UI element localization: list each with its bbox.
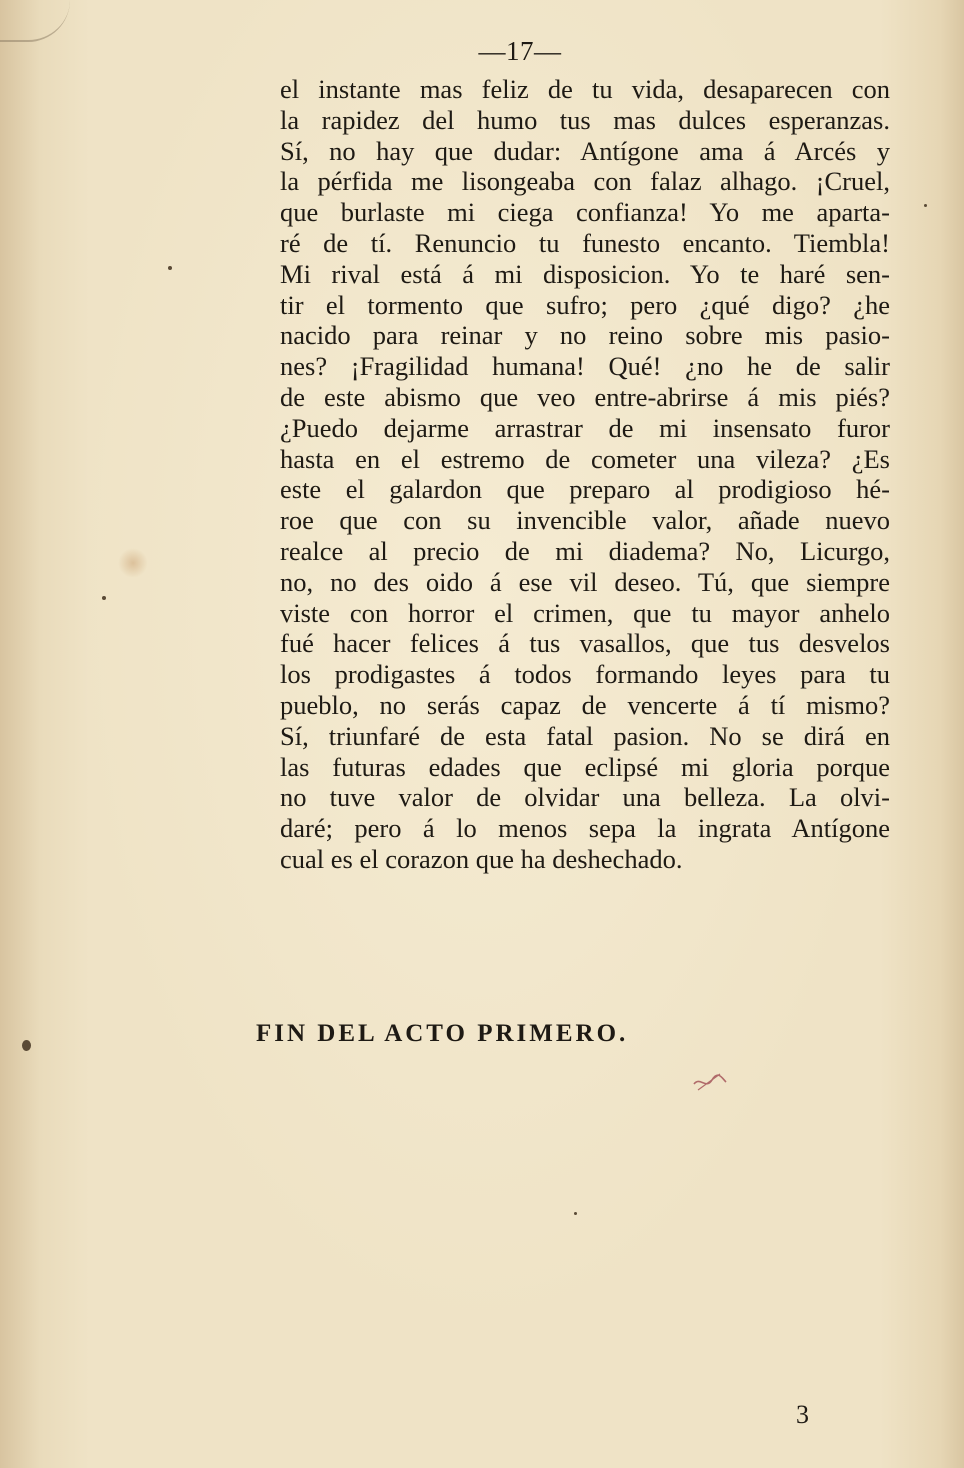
text-line: tir el tormento que sufro; pero ¿qué digo? ¿he xyxy=(280,289,890,320)
text-line: no, no des oido á ese vil deseo. Tú, que siempre xyxy=(280,566,890,597)
text-line: la pérfida me lisongeaba con falaz alhago. ¡Cruel, xyxy=(280,166,890,197)
pencil-mark xyxy=(690,1070,730,1096)
text-line: hasta en el estremo de cometer una vileza? ¿Es xyxy=(280,443,890,474)
act-end-heading: FIN DEL ACTO PRIMERO. xyxy=(256,1020,629,1047)
text-line: ré de tí. Renuncio tu funesto encanto. Tiembla! xyxy=(280,227,890,258)
text-line: pueblo, no serás capaz de vencerte á tí mismo? xyxy=(280,689,890,720)
text-line: de este abismo que veo entre-abrirse á mis piés? xyxy=(280,381,890,412)
text-line: cual es el corazon que ha deshechado. xyxy=(280,843,683,874)
text-line: realce al precio de mi diadema? No, Licurgo, xyxy=(280,535,890,566)
text-line: nacido para reinar y no reino sobre mis pasio- xyxy=(280,320,890,351)
ink-speck xyxy=(168,266,172,270)
body-text xyxy=(280,74,890,875)
page-number: —17— xyxy=(478,36,562,66)
text-line: ¿Puedo dejarme arrastrar de mi insensato furor xyxy=(280,412,890,443)
text-line: Mi rival está á mi disposicion. Yo te haré sen- xyxy=(280,258,890,289)
text-line: no tuve valor de olvidar una belleza. La olvi- xyxy=(280,782,890,813)
text-line: que burlaste mi ciega confianza! Yo me aparta- xyxy=(280,197,890,228)
text-line: viste con horror el crimen, que tu mayor anhelo xyxy=(280,597,890,628)
text-line: fué hacer felices á tus vasallos, que tus desvelos xyxy=(280,628,890,659)
text-line: los prodigastes á todos formando leyes para tu xyxy=(280,659,890,690)
text-line: el instante mas feliz de tu vida, desaparecen con xyxy=(280,74,890,104)
ink-speck xyxy=(574,1212,577,1215)
ink-speck xyxy=(22,1040,31,1051)
text-line: este el galardon que preparo al prodigioso hé- xyxy=(280,474,890,505)
signature-number: 3 xyxy=(796,1400,809,1429)
text-line: Sí, triunfaré de esta fatal pasion. No se dirá en xyxy=(280,720,890,751)
text-line: Sí, no hay que dudar: Antígone ama á Arcés y xyxy=(280,135,890,166)
text-line: la rapidez del humo tus mas dulces esperanzas. xyxy=(280,104,890,135)
foxing-spot xyxy=(118,548,148,578)
text-line: daré; pero á lo menos sepa la ingrata Antígone xyxy=(280,813,890,844)
text-line: roe que con su invencible valor, añade nuevo xyxy=(280,505,890,536)
text-line: nes? ¡Fragilidad humana! Qué! ¿no he de salir xyxy=(280,351,890,382)
text-line: las futuras edades que eclipsé mi gloria porque xyxy=(280,751,890,782)
ink-speck xyxy=(102,596,106,600)
ink-speck xyxy=(924,204,927,207)
